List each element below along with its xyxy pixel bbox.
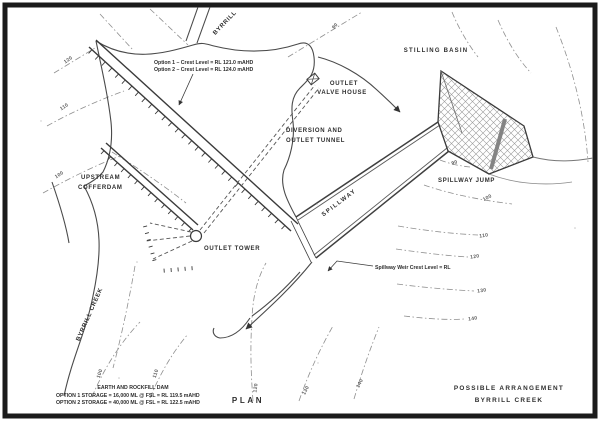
plan-label: PLAN: [231, 396, 265, 405]
valley-wall: [84, 41, 112, 186]
contour-line: [150, 9, 188, 45]
contour-label-110-left: 110: [59, 102, 70, 113]
stilling-basin-area: [438, 71, 533, 174]
outlet-tower-group: [143, 223, 201, 273]
dam-toe-line: [89, 47, 291, 231]
contour-line-120: [54, 48, 95, 73]
legend-option2: OPTION 2 STORAGE = 40,000 ML @ FSL = RL 122.5 mAHD: [56, 400, 200, 406]
tunnel-line: [204, 88, 319, 233]
creek-below-chute: [213, 318, 250, 338]
label-outlet-tower: OUTLET TOWER: [204, 246, 261, 252]
weir-leader: [328, 261, 373, 271]
title-line1: POSSIBLE ARRANGEMENT: [453, 385, 565, 392]
contour-label-100-basin: 100: [482, 193, 494, 203]
contour-line: [113, 266, 135, 368]
outlet-valve-house-symbol: [307, 73, 319, 85]
label-diversion-tunnel-2: OUTLET TUNNEL: [286, 138, 346, 144]
spillway-group: [246, 122, 449, 329]
contour-label-120-left: 120: [62, 55, 74, 66]
contour-line-120r: [396, 249, 468, 257]
label-diversion-tunnel-1: DIVERSION AND: [286, 128, 343, 134]
label-outlet-valve-house-2: VALVE HOUSE: [317, 90, 367, 96]
tunnel-line: [200, 85, 315, 230]
intake-ray: [153, 241, 192, 259]
border-frame: [5, 5, 595, 416]
creek-line: [64, 186, 99, 396]
contour-line-90: [288, 12, 362, 57]
creek-and-valley: [52, 7, 593, 396]
intake-ray: [146, 236, 190, 241]
contour-label-100-bottom: 100: [95, 368, 105, 380]
legend-heading: EARTH AND ROCKFILL DAM: [97, 385, 169, 391]
outlet-tower-symbol: [191, 231, 202, 242]
contour-line-130r: [397, 284, 474, 291]
crest-leader: [179, 74, 193, 105]
contour-label-90-top: 90: [330, 22, 340, 31]
diversion-tunnel: [200, 73, 319, 233]
leaders: [179, 74, 373, 271]
title-line2: BYRRILL CREEK: [474, 397, 544, 404]
label-outlet-valve-house-1: OUTLET: [329, 81, 359, 87]
label-byrrill-creek: BYRRILL CREEK: [75, 287, 105, 343]
contour-line-110: [47, 91, 124, 126]
contour-line-140r: [404, 316, 464, 319]
spillway-chute-edge: [252, 272, 300, 316]
contour-label-120-right: 120: [469, 253, 480, 261]
contour-label-100-left: 100: [53, 170, 65, 181]
label-spillway: SPILLWAY: [320, 188, 358, 219]
contour-label-140-bottom: 140: [355, 378, 365, 390]
spillway-wall: [296, 122, 438, 217]
intake-ray: [150, 223, 191, 232]
contour-lines: [43, 9, 588, 401]
creek-downstream: [533, 157, 593, 161]
contour-label-110-bottom: 110: [151, 368, 161, 379]
creek-downstream: [489, 174, 572, 184]
cofferdam-line: [106, 143, 198, 225]
note-spillway-weir: Spillway Weir Crest Level = RL: [375, 265, 451, 271]
valley-wall: [52, 182, 69, 243]
label-upstream-cofferdam-2: COFFERDAM: [78, 185, 123, 191]
note-crest-option2: Option 2 – Crest Level = RL 124.0 mAHD: [154, 67, 254, 73]
creek-bank: [186, 7, 198, 41]
contour-line: [556, 27, 588, 162]
label-byrrill-river: BYRRILL: [212, 10, 239, 37]
contour-line: [100, 14, 133, 50]
label-spillway-jump: SPILLWAY JUMP: [438, 178, 496, 184]
contour-label-140-right: 140: [467, 315, 478, 323]
contour-label-90-basin: 90: [450, 159, 459, 167]
contour-label-130-bottom: 130: [301, 385, 311, 397]
contour-label-120-bottom: 120: [252, 382, 260, 393]
stilling-basin-group: [438, 71, 533, 174]
dam-slope-ticks: [89, 50, 285, 229]
label-upstream-cofferdam-1: UPSTREAM: [81, 175, 121, 181]
intake-slope-ticks: [143, 226, 156, 261]
contour-line-120b: [251, 263, 266, 401]
creek-bank: [197, 7, 210, 43]
contour-label-130-right: 130: [476, 287, 487, 295]
cofferdam-slope-ticks: [101, 151, 191, 232]
spillway-wall-inner: [314, 148, 447, 255]
contour-label-110-right: 110: [479, 232, 489, 240]
intake-slope-ticks: [164, 266, 192, 272]
label-stilling-basin: STILLING BASIN: [403, 48, 469, 54]
spillway-chute-edge: [246, 262, 312, 329]
note-crest-option1: Option 1 – Crest Level = RL 121.0 mAHD: [154, 60, 254, 66]
legend-option1: OPTION 1 STORAGE = 16,000 ML @ FSL = RL 119.5 mAHD: [56, 393, 200, 399]
contour-line: [498, 20, 531, 73]
contour-line-110r: [398, 226, 478, 235]
contour-line-100s: [424, 185, 512, 204]
